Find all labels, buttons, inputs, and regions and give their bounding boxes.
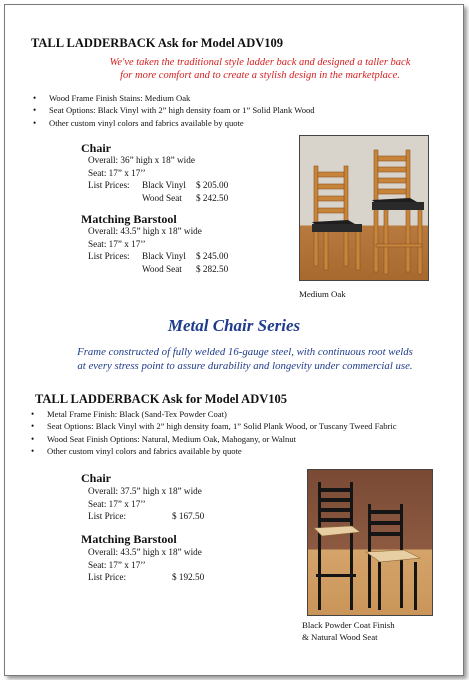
photo1-caption: Medium Oak: [299, 289, 346, 299]
option-name: Black Vinyl: [142, 180, 186, 191]
photo2-caption: [302, 619, 395, 643]
option-name: Wood Seat: [142, 192, 182, 203]
caption-line1: Black Powder Coat Finish: [302, 620, 395, 630]
section1-tagline: [65, 56, 455, 82]
list-item: • Metal Frame Finish: Black (Sand-Tex Powder Coat): [29, 408, 397, 420]
wood-chair-photo: [299, 135, 429, 281]
barstool2-title: Matching Barstool: [81, 532, 177, 546]
spec-seat: Seat: 17” x 17’’: [88, 559, 146, 570]
list-item: • Wood Seat Finish Options: Natural, Medium Oak, Mahogany, or Walnut: [29, 433, 397, 445]
chair2-specs: [88, 485, 204, 523]
spec-overall: Overall: 36” high x 18” wide: [88, 155, 195, 165]
list-item: • Other custom vinyl colors and fabrics available by quote: [31, 117, 315, 129]
option-price: $ 242.50: [196, 192, 229, 203]
metal-chairs-image: [308, 470, 432, 615]
caption-line2: & Natural Wood Seat: [302, 632, 378, 642]
option-name: Black Vinyl: [142, 251, 186, 262]
spec-seat: Seat: 17” x 17’’: [88, 238, 146, 249]
section1-bullets: [31, 92, 315, 129]
spec-seat: Seat: 17” x 17’’: [88, 498, 146, 509]
barstool-specs: [88, 225, 228, 275]
series-description: [45, 345, 445, 373]
option-price: $ 245.00: [196, 251, 229, 262]
section2-bullets: [29, 408, 397, 458]
spec-seat: Seat: 17” x 17’’: [88, 167, 146, 178]
list-item: • Seat Options: Black Vinyl with 2” high density foam or 1” Solid Plank Wood: [31, 104, 315, 116]
price-label: List Price:: [88, 572, 127, 583]
list-item: • Other custom vinyl colors and fabrics available by quote: [29, 445, 397, 457]
list-item: • Wood Frame Finish Stains: Medium Oak: [31, 92, 315, 104]
wood-chairs-image: [300, 136, 428, 280]
spec-overall: Overall: 43.5” high x 18” wide: [88, 547, 202, 557]
spec-overall: Overall: 43.5” high x 18” wide: [88, 226, 202, 236]
barstool-title: Matching Barstool: [81, 212, 177, 226]
option-price: $ 192.50: [172, 572, 205, 583]
chair2-title: Chair: [81, 471, 111, 485]
series-title: Metal Chair Series: [167, 316, 301, 335]
spec-overall: Overall: 37.5” high x 18” wide: [88, 486, 202, 496]
option-price: $ 205.00: [196, 180, 229, 191]
option-price: $ 282.50: [196, 263, 229, 274]
barstool2-specs: [88, 546, 204, 584]
metal-chair-photo: [307, 469, 433, 616]
price-label: List Prices:: [88, 180, 130, 191]
option-name: Wood Seat: [142, 263, 182, 274]
series-desc-line1: Frame constructed of fully welded 16-gauge steel, with continuous root welds: [77, 346, 413, 358]
list-item: • Seat Options: Black Vinyl with 2” high density foam, 1” Solid Plank Wood, or Tuscany Tweed Fabric: [29, 420, 397, 432]
series-desc-line2: at every stress point to assure durability and longevity under commercial use.: [77, 360, 413, 372]
chair-specs: [88, 154, 228, 204]
section2-heading: TALL LADDERBACK Ask for Model ADV105: [35, 392, 287, 406]
catalog-page: [4, 4, 464, 676]
chair-title: Chair: [81, 141, 111, 155]
tagline-line2: for more comfort and to create a stylish design in the marketplace.: [120, 70, 400, 81]
option-price: $ 167.50: [172, 511, 205, 522]
price-label: List Prices:: [88, 251, 130, 262]
tagline-line1: We've taken the traditional style ladder back and designed a taller back: [109, 57, 411, 68]
section1-heading: TALL LADDERBACK Ask for Model ADV109: [31, 36, 283, 50]
price-label: List Price:: [88, 511, 127, 522]
